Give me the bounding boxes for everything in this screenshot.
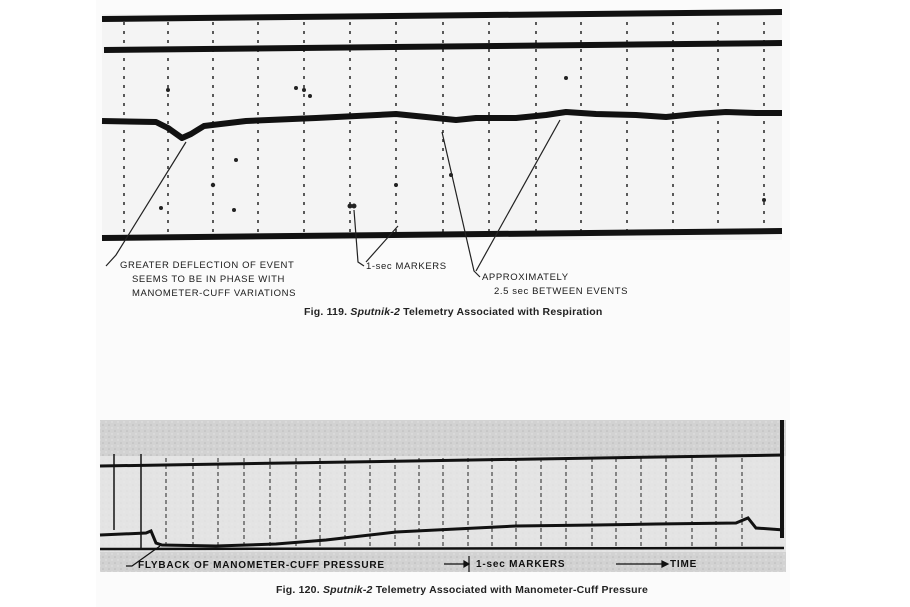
fig-120-flyback-label: FLYBACK OF MANOMETER-CUFF PRESSURE xyxy=(138,560,385,571)
fig-120-time-label: TIME xyxy=(670,559,698,570)
fig-119-deflection-note-line3: MANOMETER-CUFF VARIATIONS xyxy=(132,288,297,299)
fig-120-caption xyxy=(276,584,648,596)
fig-119-caption-number: Fig. 119. xyxy=(304,306,348,318)
fig-120-caption-text: Telemetry Associated with Manometer-Cuff Pressure xyxy=(375,584,649,596)
fig-119-deflection-note-line2: SEEMS TO BE IN PHASE WITH xyxy=(132,274,285,285)
fig-119-markers-label: 1-sec MARKERS xyxy=(366,261,447,272)
fig-120-caption-italic: Sputnik-2 xyxy=(322,584,373,596)
fig-120-bottom-trace xyxy=(100,548,784,549)
fig-119-telemetry-record xyxy=(96,0,790,300)
fig-120-telemetry-record xyxy=(96,418,790,578)
fig-119-deflection-note-line1: GREATER DEFLECTION OF EVENT xyxy=(120,260,295,271)
fig-119-caption-text: Telemetry Associated with Respiration xyxy=(403,306,603,318)
fig-120-markers-label: 1-sec MARKERS xyxy=(476,559,566,570)
fig-119-approx-line2: 2.5 sec BETWEEN EVENTS xyxy=(494,286,629,297)
fig-119-approx-line1: APPROXIMATELY xyxy=(482,272,569,283)
fig-119-caption-italic: Sputnik-2 xyxy=(350,306,401,318)
fig-120-caption-number: Fig. 120. xyxy=(276,584,320,596)
fig-119-caption xyxy=(304,306,603,318)
document-page xyxy=(96,0,790,607)
